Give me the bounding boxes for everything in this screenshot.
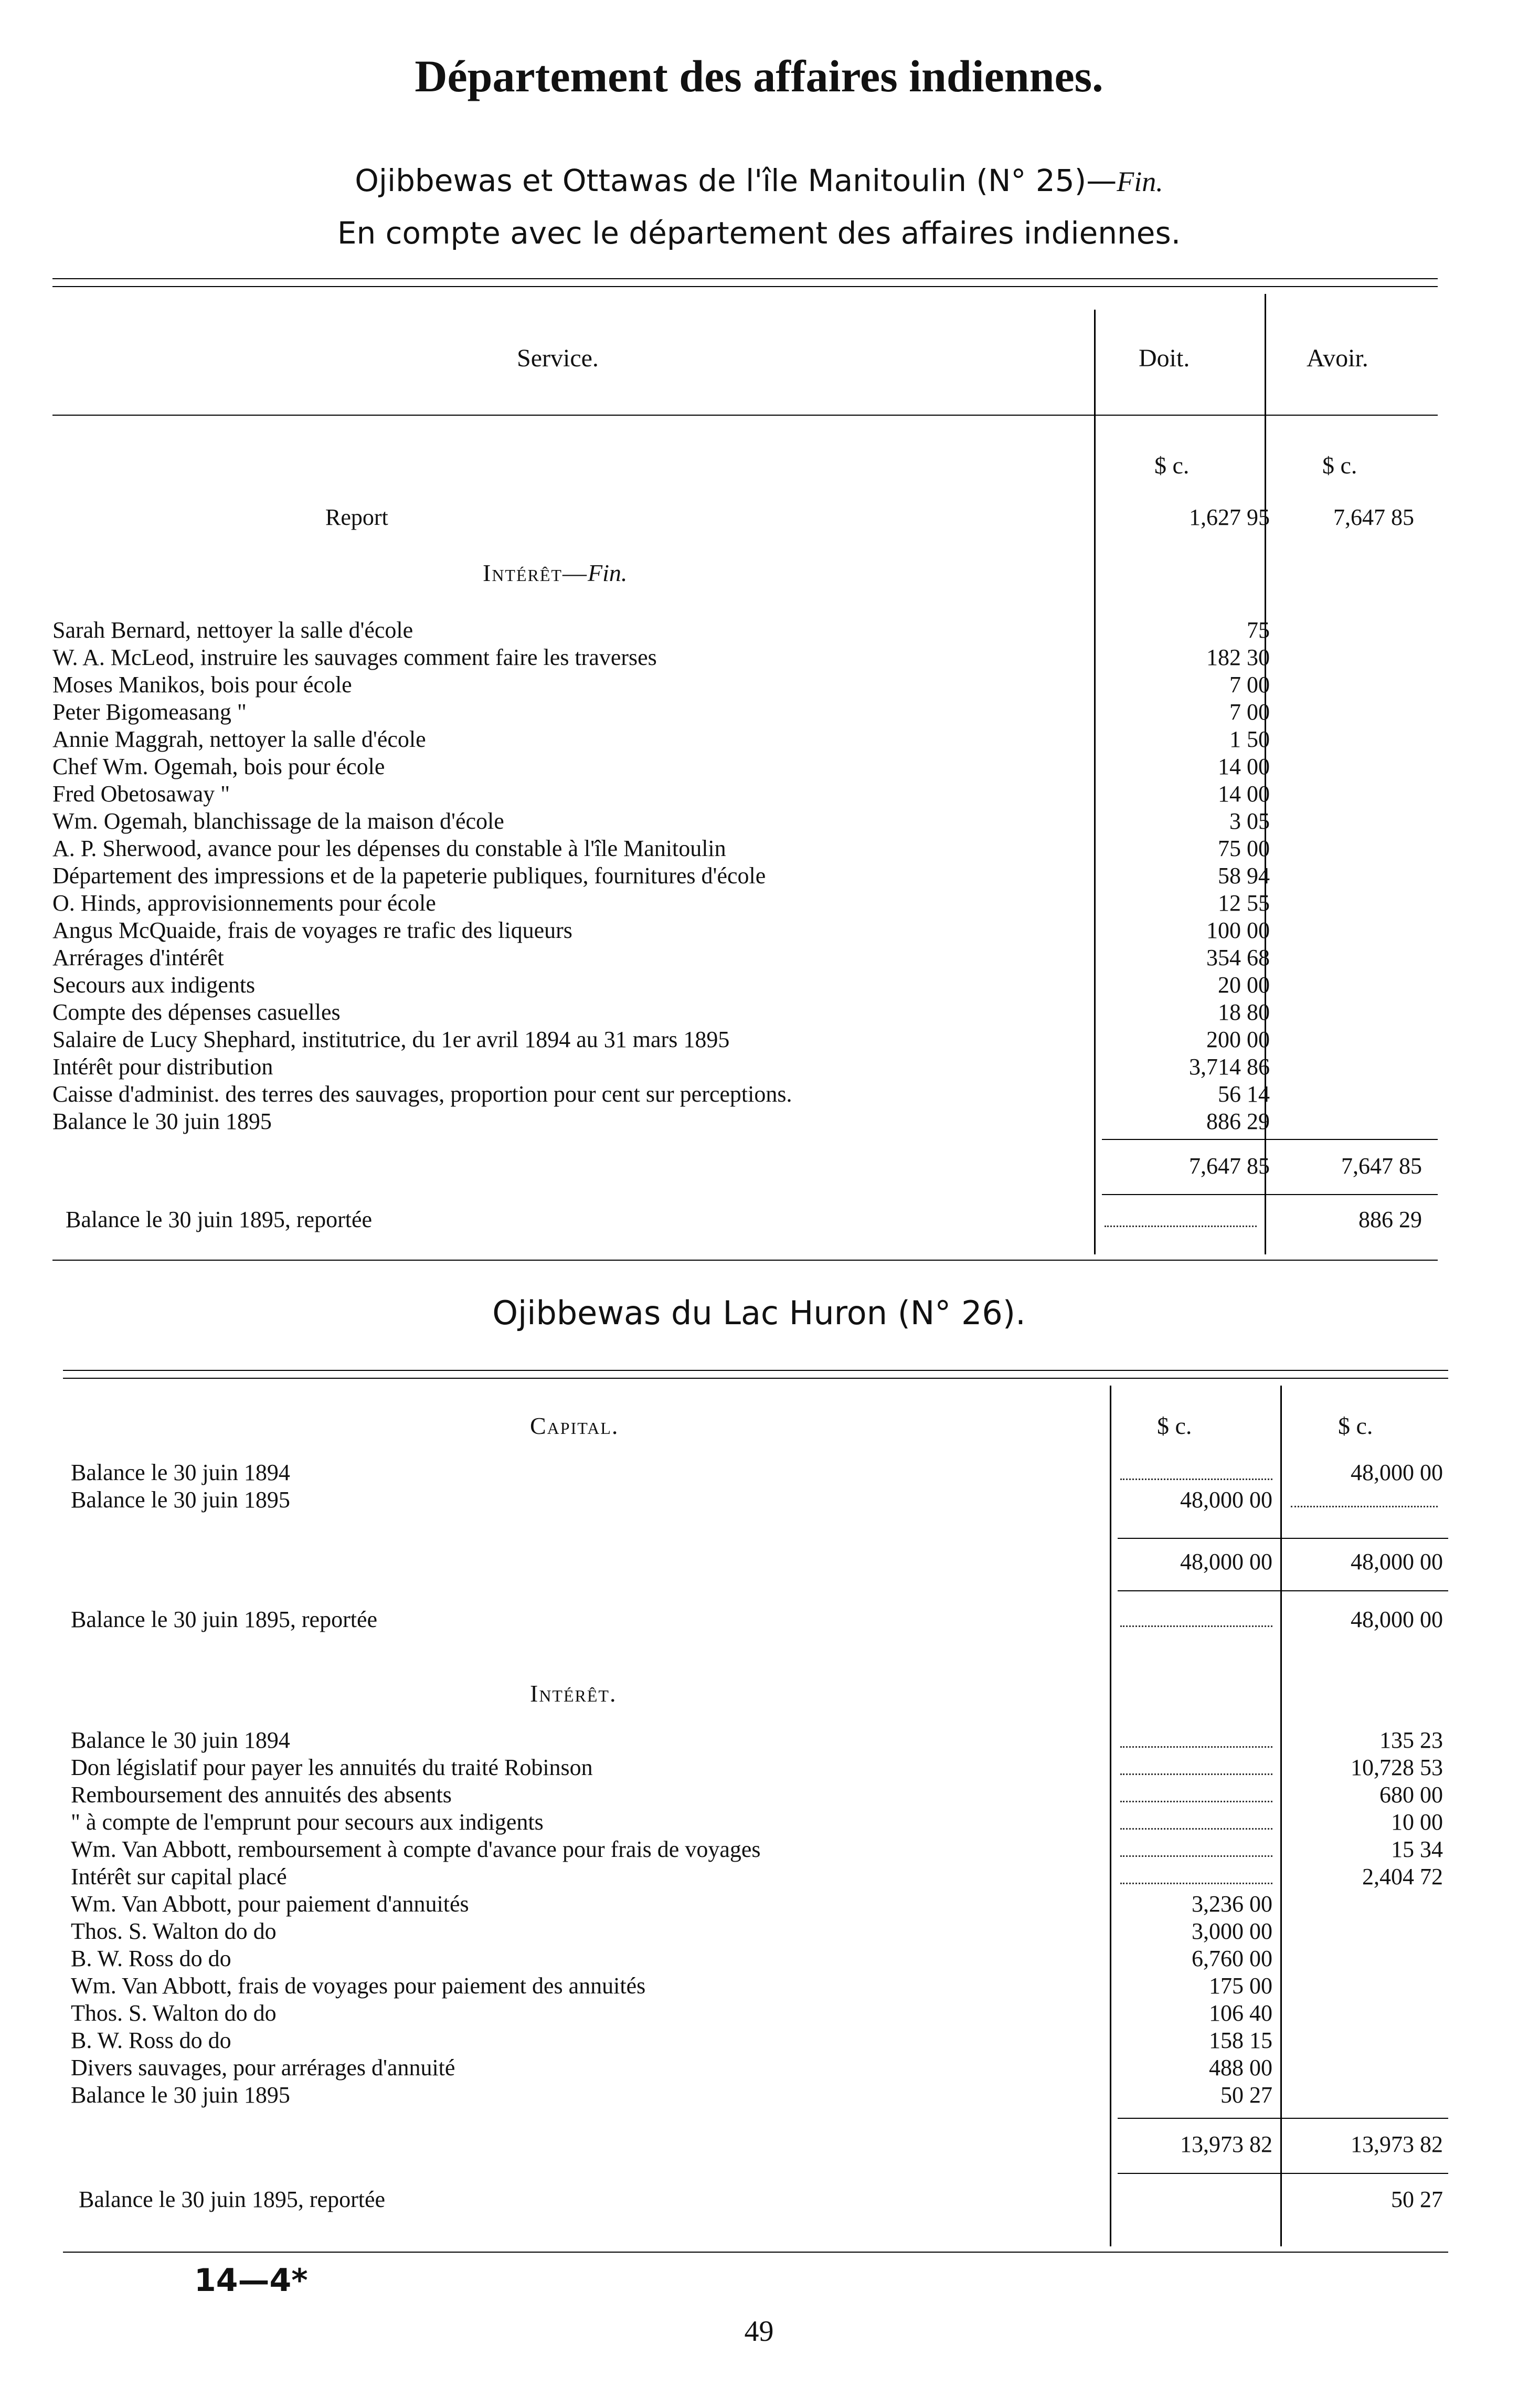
- doit-cell: 56 14: [1218, 1081, 1270, 1107]
- row-label: Arrérages d'intérêt: [52, 944, 1089, 971]
- row-label: " à compte de l'emprunt pour secours aux indigents: [71, 1809, 1105, 1836]
- row-label: Balance le 30 juin 1895, reportée: [71, 1606, 1105, 1633]
- capital-total-row: [0, 1548, 1448, 1576]
- section2-title: Ojibbewas du Lac Huron (N° 26).: [492, 1294, 1026, 1332]
- row-label: Balance le 30 juin 1895: [71, 2082, 1105, 2109]
- avoir-cell: 50 27: [1391, 2187, 1443, 2212]
- row-label: Balance le 30 juin 1894: [71, 1727, 1105, 1754]
- interet-total-rule-2: [1118, 2173, 1448, 2174]
- table-row: [0, 699, 1438, 726]
- empty-dots: [1115, 1781, 1278, 1809]
- row-label: Compte des dépenses casuelles: [52, 999, 1089, 1026]
- doit-cell: 3 05: [1229, 808, 1270, 834]
- table-row: [0, 671, 1438, 699]
- doit-cell: 6,760 00: [1192, 1946, 1272, 1971]
- doit-cell: 14 00: [1218, 754, 1270, 779]
- row-label: Divers sauvages, pour arrérages d'annuité: [71, 2054, 1105, 2082]
- row-label: O. Hinds, approvisionnements pour école: [52, 890, 1089, 917]
- top-rule-2: [52, 286, 1438, 287]
- capital-heading: Capital.: [530, 1412, 619, 1439]
- table-row: [0, 808, 1438, 835]
- empty-dots: [1115, 1727, 1278, 1754]
- total-rule-2: [1102, 1194, 1438, 1195]
- row-label: Wm. Van Abbott, remboursement à compte d'avance pour frais de voyages: [71, 1836, 1105, 1863]
- interet-fin-heading: Intérêt—Fin.: [483, 559, 628, 586]
- section1-subtitle: En compte avec le département des affaires indiennes.: [337, 215, 1181, 251]
- table-row: [0, 2000, 1448, 2027]
- doit-cell: 12 55: [1218, 890, 1270, 916]
- table-row: [0, 644, 1438, 671]
- total-rule: [1102, 1139, 1438, 1140]
- row-label: Balance le 30 juin 1895: [71, 1486, 1105, 1514]
- page-number: 49: [744, 2315, 774, 2348]
- row-label: W. A. McLeod, instruire les sauvages comment faire les traverses: [52, 644, 1089, 671]
- doit-cell: 488 00: [1209, 2055, 1272, 2080]
- avoir-cell: 48,000 00: [1351, 1607, 1443, 1632]
- top-rule: [52, 278, 1438, 279]
- table-row: [0, 753, 1438, 780]
- table-row: [0, 1026, 1438, 1053]
- row-label: Wm. Van Abbott, frais de voyages pour paiement des annuités: [71, 1972, 1105, 2000]
- avoir-cell: 10 00: [1391, 1809, 1443, 1835]
- table-row: [0, 617, 1438, 644]
- page-title: Département des affaires indiennes.: [415, 51, 1103, 101]
- table-row: [0, 2082, 1448, 2109]
- empty-dots: [1099, 1206, 1262, 1233]
- doit-cell: 75 00: [1218, 836, 1270, 861]
- total-doit: 7,647 85: [1189, 1153, 1270, 1179]
- interet-heading: Intérêt.: [530, 1680, 617, 1707]
- doit-cell: 50 27: [1220, 2082, 1272, 2108]
- doit-cell: 158 15: [1209, 2027, 1272, 2053]
- section1-title: Ojibbewas et Ottawas de l'île Manitoulin (N° 25)—Fin.: [355, 163, 1163, 198]
- row-label: Annie Maggrah, nettoyer la salle d'école: [52, 726, 1089, 753]
- table-row: [0, 1459, 1448, 1486]
- doit-cell: 3,714 86: [1189, 1054, 1270, 1080]
- table-row: [0, 1754, 1448, 1781]
- doit-cell: 48,000 00: [1180, 1487, 1272, 1513]
- table-row: [0, 1918, 1448, 1945]
- doit-cell: 20 00: [1218, 972, 1270, 998]
- row-label: Remboursement des annuités des absents: [71, 1781, 1105, 1809]
- doit-cell: 18 80: [1218, 999, 1270, 1025]
- table-row: [0, 971, 1438, 999]
- col-avoir: Avoir.: [1307, 344, 1368, 372]
- table-row: [0, 2054, 1448, 2082]
- avoir-cell: 7,647 85: [1333, 504, 1414, 530]
- row-label: Caisse d'administ. des terres des sauvages, proportion pour cent sur perceptions.: [52, 1081, 1089, 1108]
- table-row: [0, 1945, 1448, 1972]
- currency-doit: $ c.: [1154, 452, 1190, 479]
- avoir-cell: 48,000 00: [1351, 1460, 1443, 1485]
- table-row: [0, 2027, 1448, 2054]
- table-row: [0, 944, 1438, 971]
- doit-cell: 1 50: [1229, 726, 1270, 752]
- table-row: [0, 862, 1438, 890]
- empty-dots: [1115, 1809, 1278, 1836]
- empty-dots: [1286, 1486, 1443, 1514]
- currency-avoir: $ c.: [1322, 452, 1357, 479]
- row-label: Secours aux indigents: [52, 971, 1089, 999]
- col-doit: Doit.: [1139, 344, 1190, 372]
- row-label: Report: [325, 504, 1089, 531]
- avoir-cell: 10,728 53: [1351, 1755, 1443, 1780]
- row-label: Fred Obetosaway ": [52, 780, 1089, 808]
- doit-cell: 3,236 00: [1192, 1891, 1272, 1917]
- row-label: Moses Manikos, bois pour école: [52, 671, 1089, 699]
- table-row: [0, 1781, 1448, 1809]
- table-row: [0, 1486, 1448, 1514]
- empty-dots: [1115, 1836, 1278, 1863]
- avoir-cell: 15 34: [1391, 1836, 1443, 1862]
- s2-currency-doit: $ c.: [1157, 1412, 1192, 1439]
- table-row: [0, 1727, 1448, 1754]
- total-row: [0, 1153, 1438, 1180]
- row-label: Peter Bigomeasang ": [52, 699, 1089, 726]
- interet-total-rule: [1118, 2118, 1448, 2119]
- row-label: Balance le 30 juin 1894: [71, 1459, 1105, 1486]
- capital-carried-row: [0, 1606, 1448, 1633]
- table-row: [0, 1891, 1448, 1918]
- row-label: Balance le 30 juin 1895, reportée: [79, 2186, 1105, 2213]
- doit-cell: 75: [1247, 617, 1270, 643]
- row-label: Intérêt sur capital placé: [71, 1863, 1105, 1891]
- interet-carried-row: [0, 2186, 1448, 2213]
- table-row: [0, 1081, 1438, 1108]
- empty-dots: [1115, 1754, 1278, 1781]
- doit-cell: 886 29: [1206, 1108, 1270, 1134]
- doit-cell: 58 94: [1218, 863, 1270, 889]
- row-label: B. W. Ross do do: [71, 1945, 1105, 1972]
- s2-currency-avoir: $ c.: [1338, 1412, 1373, 1439]
- table-row: [0, 780, 1438, 808]
- doit-cell: 14 00: [1218, 781, 1270, 807]
- avoir-cell: 680 00: [1379, 1782, 1443, 1808]
- table-row: [0, 1053, 1438, 1081]
- row-label: Salaire de Lucy Shephard, institutrice, du 1er avril 1894 au 31 mars 1895: [52, 1026, 1089, 1053]
- header-rule: [52, 415, 1438, 416]
- row-label: Angus McQuaide, frais de voyages re trafic des liqueurs: [52, 917, 1089, 944]
- avoir-cell: 2,404 72: [1362, 1864, 1443, 1889]
- row-label: Sarah Bernard, nettoyer la salle d'école: [52, 617, 1089, 644]
- capital-total-avoir: 48,000 00: [1351, 1549, 1443, 1575]
- doit-cell: 100 00: [1206, 917, 1270, 943]
- col-service: Service.: [517, 344, 599, 372]
- capital-total-rule-2: [1118, 1590, 1448, 1591]
- table-row: [0, 890, 1438, 917]
- s2-bottom-rule: [63, 2252, 1448, 2253]
- row-label: Thos. S. Walton do do: [71, 2000, 1105, 2027]
- doit-cell: 3,000 00: [1192, 1918, 1272, 1944]
- row-label: B. W. Ross do do: [71, 2027, 1105, 2054]
- empty-dots: [1115, 1459, 1278, 1486]
- signature-mark: 14—4*: [194, 2262, 308, 2299]
- row-label: Chef Wm. Ogemah, bois pour école: [52, 753, 1089, 780]
- doit-cell: 182 30: [1206, 645, 1270, 670]
- capital-total-doit: 48,000 00: [1180, 1549, 1272, 1575]
- s2-top-rule-2: [63, 1378, 1448, 1379]
- table-row: [0, 917, 1438, 944]
- interet-total-row: [0, 2131, 1448, 2158]
- row-label: Intérêt pour distribution: [52, 1053, 1089, 1081]
- carried-row: [0, 1206, 1438, 1233]
- row-label: Balance le 30 juin 1895, reportée: [66, 1206, 1089, 1233]
- s2-top-rule: [63, 1370, 1448, 1371]
- table-row: [0, 1809, 1448, 1836]
- table-row: [0, 1863, 1448, 1891]
- avoir-cell: 135 23: [1379, 1727, 1443, 1753]
- row-label: Wm. Van Abbott, pour paiement d'annuités: [71, 1891, 1105, 1918]
- doit-cell: 354 68: [1206, 945, 1270, 970]
- empty-dots: [1115, 1863, 1278, 1891]
- capital-total-rule: [1118, 1538, 1448, 1539]
- doit-cell: 1,627 95: [1189, 504, 1270, 530]
- interet-total-avoir: 13,973 82: [1351, 2131, 1443, 2157]
- table-row: [0, 835, 1438, 862]
- doit-cell: 200 00: [1206, 1027, 1270, 1052]
- row-label: Thos. S. Walton do do: [71, 1918, 1105, 1945]
- table-row: [0, 999, 1438, 1026]
- row-label: Wm. Ogemah, blanchissage de la maison d'école: [52, 808, 1089, 835]
- table-row: [0, 1108, 1438, 1135]
- total-avoir: 7,647 85: [1341, 1153, 1422, 1179]
- doit-cell: 175 00: [1209, 1973, 1272, 1999]
- report-row: [0, 504, 1438, 531]
- table-row: [0, 1972, 1448, 2000]
- doit-cell: 106 40: [1209, 2000, 1272, 2026]
- avoir-cell: 886 29: [1358, 1207, 1422, 1232]
- section1-bottom-rule: [52, 1260, 1438, 1261]
- table-row: [0, 1836, 1448, 1863]
- table-row: [0, 726, 1438, 753]
- row-label: Balance le 30 juin 1895: [52, 1108, 1089, 1135]
- interet-total-doit: 13,973 82: [1180, 2131, 1272, 2157]
- empty-dots: [1115, 1606, 1278, 1633]
- row-label: Don législatif pour payer les annuités du traité Robinson: [71, 1754, 1105, 1781]
- row-label: A. P. Sherwood, avance pour les dépenses du constable à l'île Manitoulin: [52, 835, 1089, 862]
- doit-cell: 7 00: [1229, 699, 1270, 725]
- doit-cell: 7 00: [1229, 672, 1270, 698]
- row-label: Département des impressions et de la papeterie publiques, fournitures d'école: [52, 862, 1089, 890]
